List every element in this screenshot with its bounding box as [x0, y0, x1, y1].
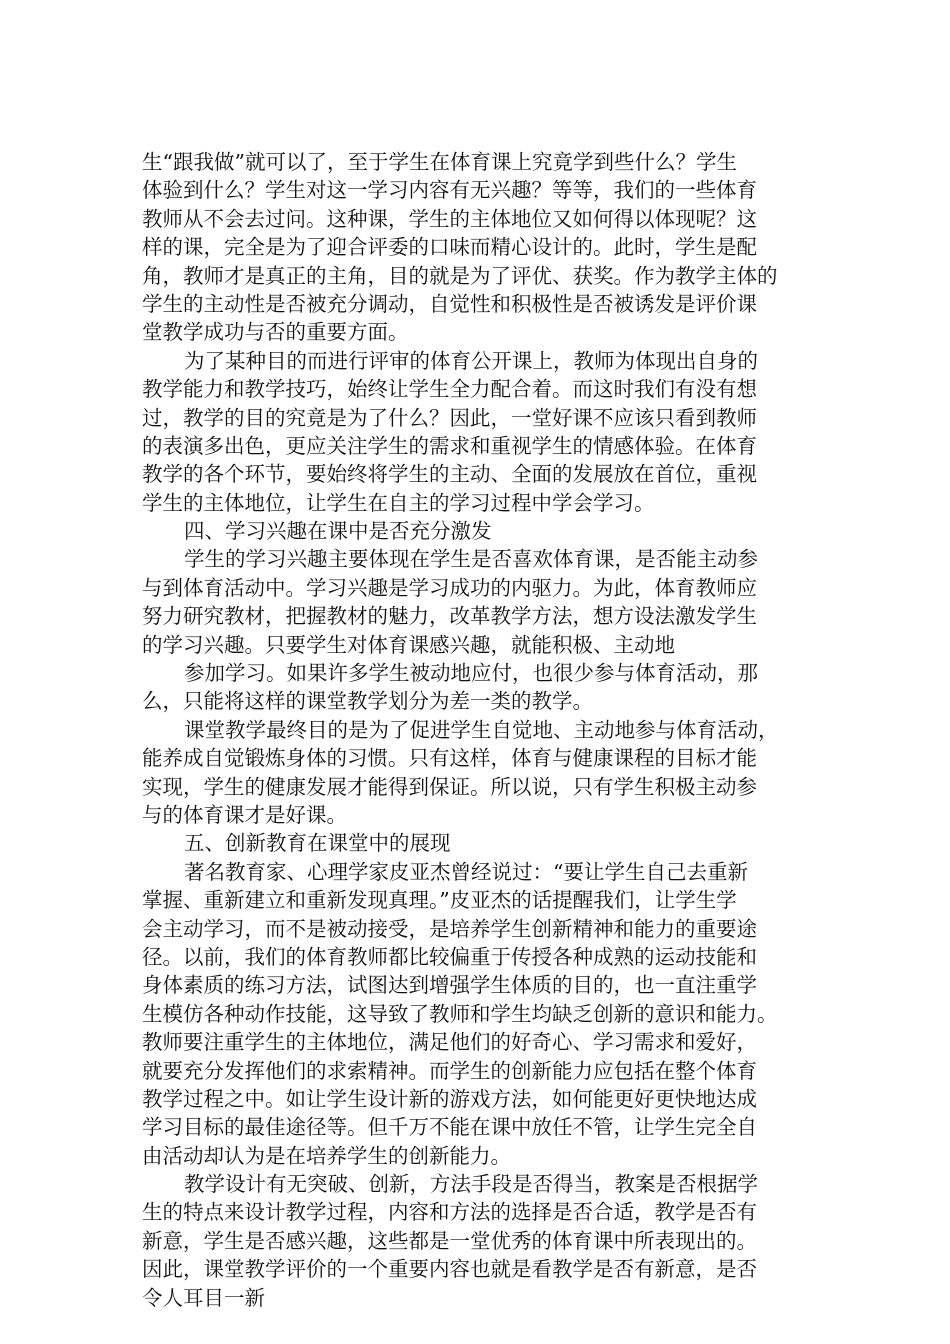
text-line: 因此，课堂教学评价的一个重要内容也就是看教学是否有新意，是否	[142, 1257, 757, 1282]
text-line: 实现，学生的健康发展才能得到保证。所以说，只有学生积极主动参	[142, 774, 757, 799]
text-line: 教学过程之中。如让学生设计新的游戏方法，如何能更好更快地达成	[142, 1086, 757, 1111]
text-line: 样的课，完全是为了迎合评委的口味而精心设计的。此时，学生是配	[142, 235, 757, 260]
text-line: 教师从不会去过问。这种课，学生的主体地位又如何得以体现呢？这	[142, 206, 757, 231]
text-line: 学生的主动性是否被充分调动，自觉性和积极性是否被诱发是评价课	[142, 291, 757, 316]
text-line: 学习目标的最佳途径等。但千万不能在课中放任不管，让学生完全自	[142, 1115, 757, 1140]
text-line: 教学的各个环节，要始终将学生的主动、全面的发展放在首位，重视	[142, 462, 757, 487]
text-line: 的学习兴趣。只要学生对体育课感兴趣，就能积极、主动地	[142, 632, 675, 657]
text-line: 为了某种目的而进行评审的体育公开课上，教师为体现出自身的	[184, 348, 758, 373]
text-line: 教学能力和教学技巧，始终让学生全力配合着。而这时我们有没有想	[142, 377, 757, 402]
text-line: 努力研究教材，把握教材的魅力，改革教学方法，想方设法激发学生	[142, 604, 757, 629]
text-line: 就要充分发挥他们的求索精神。而学生的创新能力应包括在整个体育	[142, 1058, 757, 1083]
text-line: 五、创新教育在课堂中的展现	[184, 831, 451, 856]
text-line: 新意，学生是否感兴趣，这些都是一堂优秀的体育课中所表现出的。	[142, 1228, 757, 1253]
text-line: 过，教学的目的究竟是为了什么？因此，一堂好课不应该只看到教师	[142, 405, 757, 430]
text-line: 学生的主体地位，让学生在自主的学习过程中学会学习。	[142, 490, 655, 515]
text-line: 与的体育课才是好课。	[142, 802, 347, 827]
text-line: 体验到什么？学生对这一学习内容有无兴趣？等等，我们的一些体育	[142, 178, 757, 203]
text-line: 与到体育活动中。学习兴趣是学习成功的内驱力。为此，体育教师应	[142, 575, 757, 600]
text-line: 教师要注重学生的主体地位，满足他们的好奇心、学习需求和爱好，	[142, 1030, 757, 1055]
text-line: 堂教学成功与否的重要方面。	[142, 320, 409, 345]
text-line: 角，教师才是真正的主角，目的就是为了评优、获奖。作为教学主体的	[142, 263, 778, 288]
text-line: 能养成自觉锻炼身体的习惯。只有这样，体育与健康课程的目标才能	[142, 746, 757, 771]
text-line: 课堂教学最终目的是为了促进学生自觉地、主动地参与体育活动，	[184, 717, 779, 742]
text-line: 会主动学习，而不是被动接受，是培养学生创新精神和能力的重要途	[142, 916, 757, 941]
document-body	[142, 148, 814, 1312]
text-line: 掌握、重新建立和重新发现真理。”皮亚杰的话提醒我们，让学生学	[142, 888, 737, 913]
text-line: 四、学习兴趣在课中是否充分激发	[184, 519, 492, 544]
text-line: 教学设计有无突破、创新，方法手段是否得当，教案是否根据学	[184, 1172, 758, 1197]
text-line: 生模仿各种动作技能，这导致了教师和学生均缺乏创新的意识和能力。	[142, 1001, 778, 1026]
text-line: 著名教育家、心理学家皮亚杰曾经说过：“要让学生自己去重新	[184, 859, 748, 884]
text-line: 参加学习。如果许多学生被动地应付，也很少参与体育活动，那	[184, 661, 758, 686]
text-line: 生“跟我做”就可以了，至于学生在体育课上究竟学到些什么？学生	[142, 150, 737, 174]
text-line: 么，只能将这样的课堂教学划分为差一类的教学。	[142, 689, 593, 714]
text-line: 的表演多出色，更应关注学生的需求和重视学生的情感体验。在体育	[142, 433, 757, 458]
text-line: 身体素质的练习方法，试图达到增强学生体质的目的，也一直注重学	[142, 973, 757, 998]
text-line: 径。以前，我们的体育教师都比较偏重于传授各种成熟的运动技能和	[142, 944, 757, 969]
text-line: 令人耳目一新	[142, 1285, 265, 1310]
text-line: 生的特点来设计教学过程，内容和方法的选择是否合适，教学是否有	[142, 1200, 757, 1225]
text-line: 学生的学习兴趣主要体现在学生是否喜欢体育课，是否能主动参	[184, 547, 758, 572]
text-line: 由活动却认为是在培养学生的创新能力。	[142, 1143, 511, 1168]
